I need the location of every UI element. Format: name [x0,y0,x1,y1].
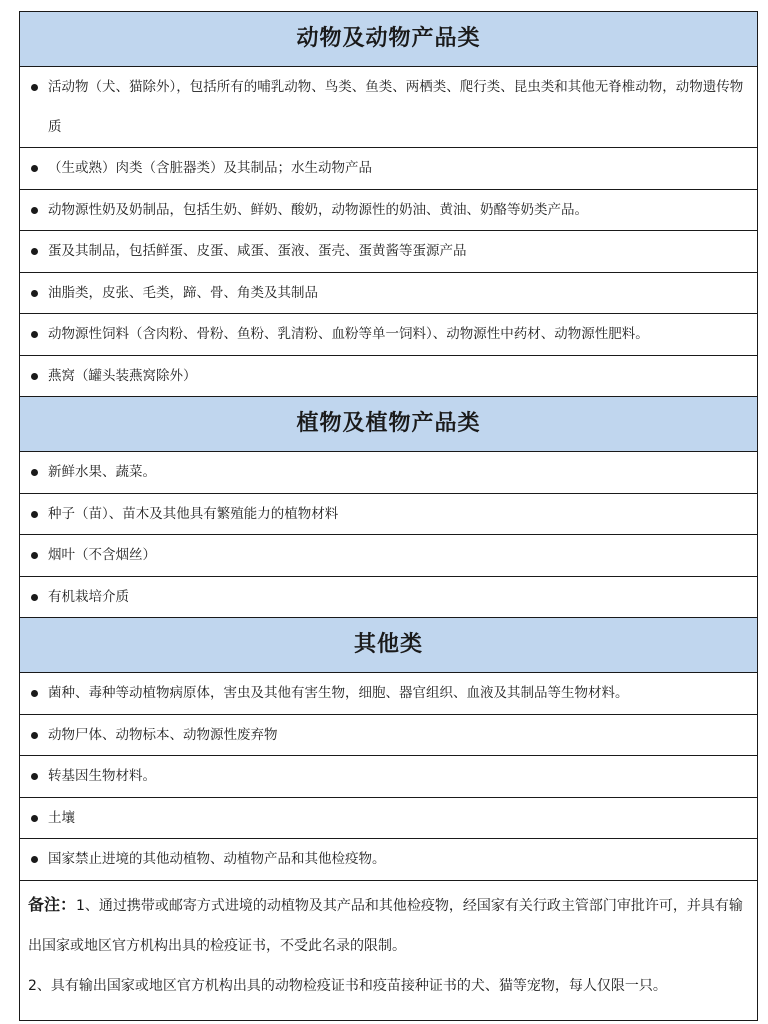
bullet-dot-icon [31,856,38,863]
section-header-animals: 动物及动物产品类 [20,12,757,67]
section-header-others: 其他类 [20,618,757,673]
bullet-dot-icon [31,331,38,338]
bullet-dot-icon [31,511,38,518]
bullet-dot-icon [31,248,38,255]
list-item: 油脂类，皮张、毛类，蹄、骨、角类及其制品 [20,273,757,315]
bullet-dot-icon [31,290,38,297]
bullet-dot-icon [31,373,38,380]
list-item: 国家禁止进境的其他动植物、动植物产品和其他检疫物。 [20,839,757,881]
list-item: 转基因生物材料。 [20,756,757,798]
list-item: 烟叶（不含烟丝） [20,535,757,577]
list-item: 动物尸体、动物标本、动物源性废弃物 [20,715,757,757]
list-item: 动物源性饲料（含肉粉、骨粉、鱼粉、乳清粉、血粉等单一饲料）、动物源性中药材、动物源性肥料。 [20,314,757,356]
list-item: 菌种、毒种等动植物病原体，害虫及其他有害生物，细胞、器官组织、血液及其制品等生物材料。 [20,673,757,715]
list-item: 土壤 [20,798,757,840]
remarks-line-2: 2、具有输出国家或地区官方机构出具的动物检疫证书和疫苗接种证书的犬、猫等宠物，每人仅限一只。 [28,977,667,994]
bullet-dot-icon [31,552,38,559]
prohibited-items-table [19,11,758,1021]
bullet-dot-icon [31,165,38,172]
bullet-dot-icon [31,594,38,601]
section-header-plants: 植物及植物产品类 [20,397,757,452]
remarks-line-1: 备注：1、通过携带或邮寄方式进境的动植物及其产品和其他检疫物，经国家有关行政主管部门审批许可，并具有输出国家或地区官方机构出具的检疫证书，不受此名录的限制。 [28,894,743,954]
remarks-block [20,881,757,1021]
list-item: 动物源性奶及奶制品，包括生奶、鲜奶、酸奶，动物源性的奶油、黄油、奶酪等奶类产品。 [20,190,757,232]
list-item: 燕窝（罐头装燕窝除外） [20,356,757,398]
bullet-dot-icon [31,469,38,476]
list-item: 有机栽培介质 [20,577,757,619]
list-item: （生或熟）肉类（含脏器类）及其制品；水生动物产品 [20,148,757,190]
list-item: 种子（苗）、苗木及其他具有繁殖能力的植物材料 [20,494,757,536]
remarks-label: 备注： [28,894,77,914]
bullet-dot-icon [31,690,38,697]
list-item: 活动物（犬、猫除外），包括所有的哺乳动物、鸟类、鱼类、两栖类、爬行类、昆虫类和其他无脊椎动物，动物遗传物质 [20,67,757,148]
list-item: 蛋及其制品，包括鲜蛋、皮蛋、咸蛋、蛋液、蛋壳、蛋黄酱等蛋源产品 [20,231,757,273]
bullet-dot-icon [31,815,38,822]
bullet-dot-icon [31,207,38,214]
list-item: 新鲜水果、蔬菜。 [20,452,757,494]
bullet-dot-icon [31,773,38,780]
bullet-dot-icon [31,84,38,91]
bullet-dot-icon [31,732,38,739]
